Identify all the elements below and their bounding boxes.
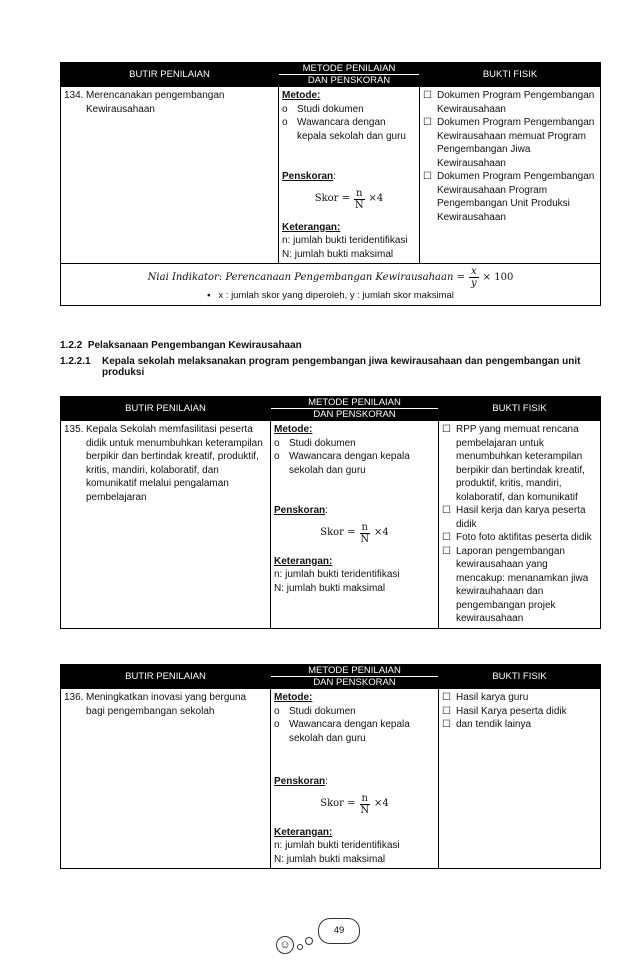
checkbox-icon: ☐: [442, 692, 451, 703]
butir-cell: [61, 689, 271, 869]
metode-cell: [271, 689, 439, 869]
bukti-list: [423, 89, 597, 224]
list-item: [442, 718, 597, 732]
assessment-table-135: [60, 396, 601, 629]
page-number-bubble: [318, 918, 360, 944]
heading-text: Kepala sekolah melaksanakan program pengembangan jiwa kewirausahaan dan pengembangan unit produksi: [102, 356, 581, 378]
penskoran-line: [274, 504, 435, 518]
checkbox-icon: ☐: [423, 171, 432, 182]
penskoran-label: Penskoran: [282, 171, 334, 182]
penskoran-label: Penskoran: [274, 505, 326, 516]
bukti-text: Laporan pengembangan kewirausahaan yang mencakup: menanamkan jiwa kewirauhahaan dan pengembangan projek kewirausahaan: [456, 545, 589, 624]
metode-cell: [279, 87, 420, 264]
bukti-text: RPP yang memuat rencana pembelajaran untuk menumbuhkan keterampilan berpikir dan bertindak kreatif, produktif, kritis, mandiri, kolaboratif, dan komunikatif: [456, 424, 585, 503]
formula-times: ×4: [374, 798, 389, 810]
nilai-note: [64, 289, 597, 303]
section-heading-1-2-2: [60, 340, 302, 351]
checkbox-icon: ☐: [423, 117, 432, 128]
keterangan-N: N: jumlah bukti maksimal: [282, 248, 394, 260]
checkbox-icon: ☐: [442, 545, 451, 557]
heading-number: 1.2.2.1: [60, 356, 91, 367]
fraction-numerator: n: [356, 187, 363, 199]
checkbox-icon: ☐: [442, 705, 451, 717]
list-item: [282, 116, 416, 143]
list-item: [274, 705, 435, 719]
formula-times: ×4: [368, 193, 384, 205]
header-metode-bottom: DAN PENSKORAN: [313, 409, 396, 420]
bukti-text: Dokumen Program Pengembangan Kewirausahaan Program Pengembangan Unit Produksi Kewirausahaan: [437, 171, 595, 223]
list-item: [423, 170, 597, 224]
metode-label: Metode:: [274, 692, 313, 703]
circle-bullet-icon: o: [282, 117, 288, 128]
bukti-cell: [420, 87, 601, 264]
formula-fraction: [360, 522, 370, 545]
header-butir: BUTIR PENILAIAN: [61, 665, 271, 689]
list-item: [442, 531, 597, 545]
nilai-fraction: [469, 266, 479, 289]
nilai-eq: =: [456, 271, 466, 283]
list-item: [274, 450, 435, 477]
metode-label: Metode:: [274, 424, 313, 435]
item-text: Kepala Sekolah memfasilitasi peserta didik untuk menumbuhkan keterampilan berpikir dan bertindak kreatif, produktif, kritis, mandiri, kolaboratif, dan komunikatif melalui pengalaman pembelajaran: [86, 424, 263, 503]
header-bukti: BUKTI FISIK: [439, 665, 601, 689]
smiley-icon: ☺: [276, 936, 294, 954]
header-metode-bottom: DAN PENSKORAN: [307, 75, 391, 86]
nilai-denominator: y: [471, 278, 477, 289]
keterangan-n: n: jumlah bukti teridentifikasi: [274, 569, 400, 580]
keterangan-n: n: jumlah bukti teridentifikasi: [282, 235, 408, 246]
penskoran-line: [282, 170, 416, 184]
metode-list: [282, 103, 416, 144]
metode-item-text: Wawancara dengan kepala sekolah dan guru: [289, 719, 410, 744]
circle-bullet-icon: o: [274, 719, 280, 730]
item-number: 136.: [64, 692, 84, 703]
formula-eq: =: [347, 527, 356, 539]
list-item: [442, 504, 597, 531]
assessment-table-134: [60, 62, 601, 306]
table-row: [61, 689, 601, 869]
heading-number: 1.2.2: [60, 340, 83, 351]
list-item: [274, 437, 435, 451]
list-item: [442, 545, 597, 626]
checkbox-icon: ☐: [442, 424, 451, 435]
nilai-times: × 100: [482, 271, 514, 283]
nilai-numerator: x: [471, 266, 477, 277]
penskoran-label: Penskoran: [274, 776, 326, 787]
list-item: [442, 423, 597, 504]
formula-fraction: [354, 188, 364, 211]
fraction-numerator: n: [361, 792, 368, 804]
score-formula: [282, 188, 416, 211]
circle-bullet-icon: o: [274, 437, 280, 449]
bukti-cell: [439, 689, 601, 869]
keterangan-label: Keterangan:: [274, 555, 333, 567]
bukti-text: Hasil Karya peserta didik: [456, 705, 567, 717]
header-metode-top: METODE PENILAIAN: [271, 397, 438, 409]
bukti-cell: [439, 421, 601, 629]
metode-list: [274, 705, 435, 746]
nilai-formula: [64, 266, 597, 289]
bukti-text: Hasil kerja dan karya peserta didik: [456, 505, 586, 530]
bukti-list: [442, 423, 597, 626]
header-butir: BUTIR PENILAIAN: [61, 397, 271, 421]
metode-cell: [271, 421, 439, 629]
page-number: 49: [333, 925, 345, 936]
item-text: Meningkatkan inovasi yang berguna bagi pengembangan sekolah: [86, 692, 247, 717]
circle-bullet-icon: o: [274, 705, 280, 717]
checkbox-icon: ☐: [442, 719, 451, 730]
formula-fraction: [360, 793, 370, 816]
metode-item-text: Wawancara dengan kepala sekolah dan guru: [297, 117, 406, 142]
heading-text: Pelaksanaan Pengembangan Kewirausahaan: [87, 340, 302, 351]
penskoran-colon: :: [333, 171, 336, 182]
checkbox-icon: ☐: [442, 532, 451, 543]
list-item: [442, 705, 597, 719]
table-header-row: [61, 397, 601, 421]
formula-skor: Skor: [314, 193, 339, 205]
formula-eq: =: [341, 193, 351, 205]
metode-item-text: Wawancara dengan kepala sekolah dan guru: [289, 451, 410, 476]
nilai-name: Perencanaan Pengembangan Kewirausahaan: [225, 271, 454, 283]
list-item: [423, 89, 597, 116]
bukti-text: Hasil karya guru: [456, 692, 529, 703]
list-item: [442, 691, 597, 705]
penskoran-line: [274, 775, 435, 789]
table-header-row: [61, 665, 601, 689]
score-formula: [274, 522, 435, 545]
metode-item-text: Studi dokumen: [297, 103, 364, 115]
nilai-colon: :: [218, 271, 223, 283]
keterangan-N: N: jumlah bukti maksimal: [274, 582, 386, 594]
header-bukti: BUKTI FISIK: [420, 63, 601, 87]
item-number: 135.: [64, 424, 84, 435]
circle-bullet-icon: o: [274, 451, 280, 462]
penskoran-colon: :: [325, 505, 328, 516]
header-butir: BUTIR PENILAIAN: [61, 63, 279, 87]
nilai-indikator-cell: [61, 264, 601, 306]
butir-cell: [61, 421, 271, 629]
square-bullet-icon: ▪: [207, 290, 211, 301]
thought-dot-small: [297, 944, 303, 950]
bukti-text: Dokumen Program Pengembangan Kewirausahaan: [437, 90, 595, 115]
item-text: Merencanakan pengembangan Kewirausahaan: [86, 90, 225, 115]
header-metode: [271, 665, 439, 689]
nilai-indikator-row: [61, 264, 601, 306]
thought-dot-medium: [305, 937, 313, 945]
metode-item-text: Studi dokumen: [289, 705, 356, 717]
keterangan-N: N: jumlah bukti maksimal: [274, 853, 386, 865]
section-heading-1-2-2-1: [60, 356, 600, 378]
formula-eq: =: [347, 798, 356, 810]
header-metode: [279, 63, 420, 87]
penskoran-colon: :: [325, 776, 328, 787]
header-metode: [271, 397, 439, 421]
fraction-numerator: n: [361, 521, 368, 533]
fraction-denominator: N: [360, 533, 370, 545]
assessment-table-136: [60, 664, 601, 869]
list-item: [274, 718, 435, 745]
fraction-denominator: N: [354, 199, 364, 211]
header-metode-top: METODE PENILAIAN: [279, 63, 419, 75]
circle-bullet-icon: o: [282, 103, 288, 115]
bukti-list: [442, 691, 597, 732]
item-number: 134.: [64, 90, 84, 101]
fraction-denominator: N: [360, 804, 370, 816]
checkbox-icon: ☐: [423, 90, 432, 101]
header-metode-bottom: DAN PENSKORAN: [313, 677, 396, 688]
score-formula: [274, 793, 435, 816]
metode-label: Metode:: [282, 90, 321, 101]
table-row: [61, 87, 601, 264]
list-item: [423, 116, 597, 170]
keterangan-label: Keterangan:: [282, 221, 341, 233]
keterangan-label: Keterangan:: [274, 826, 333, 838]
checkbox-icon: ☐: [442, 505, 451, 516]
metode-list: [274, 437, 435, 478]
keterangan-n: n: jumlah bukti teridentifikasi: [274, 840, 400, 851]
header-bukti: BUKTI FISIK: [439, 397, 601, 421]
bukti-text: Foto foto aktifitas peserta didik: [456, 532, 592, 543]
list-item: [282, 103, 416, 117]
butir-cell: [61, 87, 279, 264]
formula-skor: Skor: [320, 798, 344, 810]
bukti-text: dan tendik lainya: [456, 719, 532, 730]
header-metode-top: METODE PENILAIAN: [271, 665, 438, 677]
table-row: [61, 421, 601, 629]
metode-item-text: Studi dokumen: [289, 437, 356, 449]
bukti-text: Dokumen Program Pengembangan Kewirausahaan memuat Program Pengembangan Jiwa Kewirausahaan: [437, 117, 595, 169]
table-header-row: [61, 63, 601, 87]
nilai-note-text: x : jumlah skor yang diperoleh, y : jumlah skor maksimal: [218, 290, 454, 301]
formula-times: ×4: [374, 527, 389, 539]
nilai-label: Niai Indikator: [147, 271, 219, 283]
formula-skor: Skor: [320, 527, 344, 539]
